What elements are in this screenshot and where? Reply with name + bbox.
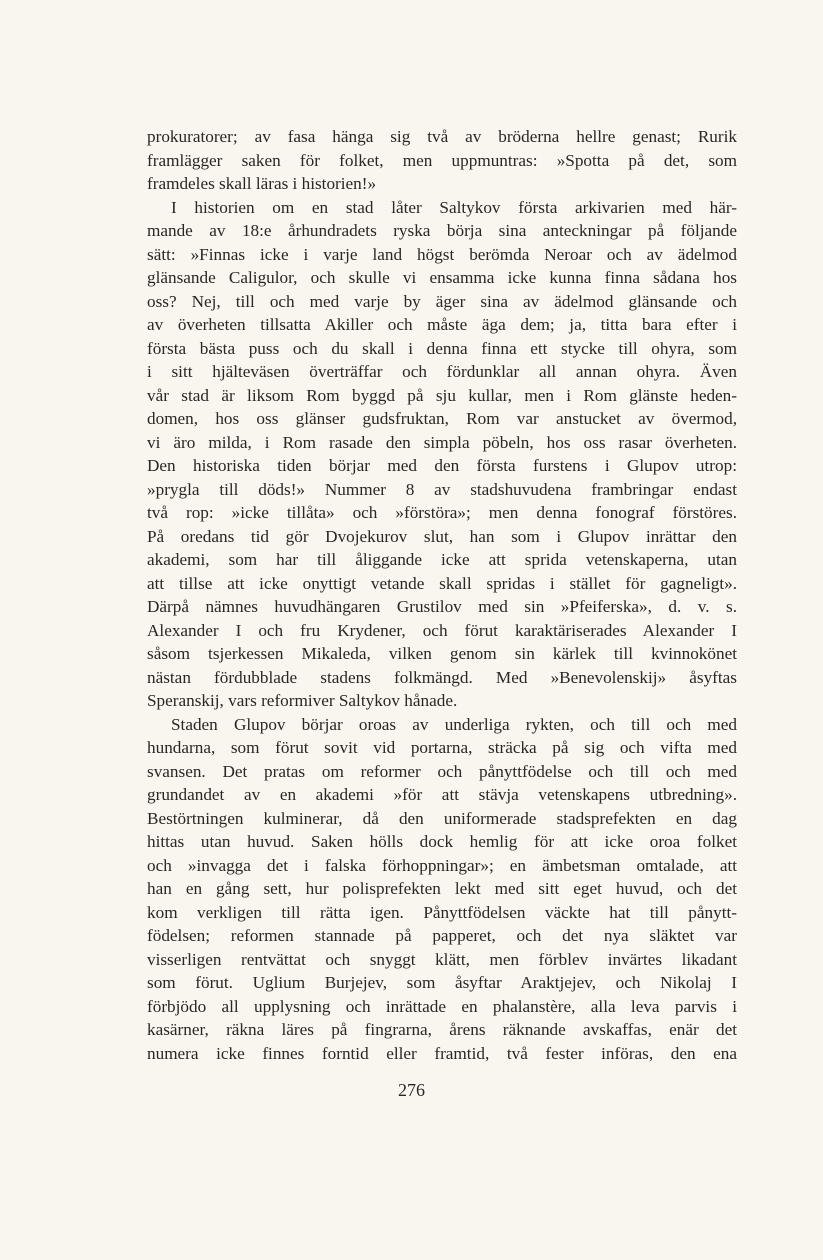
text-line: I historien om en stad låter Saltykov första arkivarien med här- bbox=[171, 197, 737, 217]
text-line: Alexander I och fru Krydener, och förut karaktäriserades Alexander I bbox=[147, 620, 737, 640]
text-line: mande av 18:e århundradets ryska börja sina anteckningar på följande bbox=[147, 221, 737, 240]
text-line: kasärner, räkna läres på fingrarna, årens räknande avskaffas, enär det bbox=[147, 1020, 737, 1039]
text-line: oss? Nej, till och med varje by äger sina av ädelmod glänsande och bbox=[147, 291, 737, 311]
text-line: Den historiska tiden börjar med den första furstens i Glupov utrop: bbox=[147, 456, 737, 475]
text-line: såsom tsjerkessen Mikaleda, vilken genom sin kärlek till kvinnokönet bbox=[147, 644, 737, 663]
text-line: grundandet av en akademi »för att stävja vetenskapens utbredning». bbox=[147, 785, 737, 804]
text-line: domen, hos oss glänser gudsfruktan, Rom var anstucket av övermod, bbox=[147, 409, 737, 428]
text-line: hundarna, som förut sovit vid portarna, sträcka på sig och vifta med bbox=[147, 738, 737, 757]
text-line: Därpå nämnes huvudhängaren Grustilov med sin »Pfeiferska», d. v. s. bbox=[147, 597, 737, 616]
text-line: förbjödo all upplysning och inrättade en phalanstère, alla leva parvis i bbox=[147, 996, 737, 1016]
text-line: födelsen; reformen stannade på papperet, och det nya släktet var bbox=[147, 926, 737, 945]
text-line: Bestörtningen kulminerar, då den uniformerade stadsprefekten en dag bbox=[147, 808, 737, 828]
page-number: 276 bbox=[398, 1080, 425, 1100]
text-line: han en gång sett, hur polisprefekten lekt med sitt eget huvud, och det bbox=[147, 879, 737, 898]
text-line: framlägger saken för folket, men uppmuntras: »Spotta på det, som bbox=[147, 150, 737, 170]
text-line: första bästa puss och du skall i denna finna ett stycke till ohyra, som bbox=[147, 338, 737, 358]
text-line: nästan fördubblade stadens folkmängd. Med »Benevolenskij» åsyftas bbox=[147, 667, 737, 687]
text-line: prokuratorer; av fasa hänga sig två av bröderna hellre genast; Rurik bbox=[147, 127, 737, 146]
text-line: Staden Glupov börjar oroas av underliga rykten, och till och med bbox=[171, 714, 737, 734]
text-line: av överheten tillsatta Akiller och måste äga dem; ja, titta bara efter i bbox=[147, 315, 737, 334]
text-line: glänsande Caligulor, och skulle vi ensamma icke kunna finna sådana hos bbox=[147, 268, 737, 287]
text-line: hittas utan huvud. Saken hölls dock hemlig för att icke oroa folket bbox=[147, 832, 737, 851]
text-line: vi äro milda, i Rom rasade den simpla pöbeln, hos oss rasar överheten. bbox=[147, 432, 737, 452]
text-line: På oredans tid gör Dvojekurov slut, han som i Glupov inrättar den bbox=[147, 526, 737, 546]
text-line: visserligen rentvättat och snyggt klätt, men förblev invärtes likadant bbox=[147, 949, 737, 969]
text-line: akademi, som har till åliggande icke att sprida vetenskaperna, utan bbox=[147, 550, 737, 569]
text-line: svansen. Det pratas om reformer och pånyttfödelse och till och med bbox=[147, 761, 737, 781]
text-line: i sitt hjälteväsen överträffar och fördunklar all annan ohyra. Även bbox=[147, 362, 737, 381]
text-line: att tillse att icke onyttigt vetande skall spridas i stället för gagneligt». bbox=[147, 573, 737, 593]
text-line: sätt: »Finnas icke i varje land högst berömda Neroar och av ädelmod bbox=[147, 244, 737, 264]
text-line: numera icke finnes forntid eller framtid, två fester införas, den ena bbox=[147, 1043, 737, 1063]
text-line: framdeles skall läras i historien!» bbox=[147, 174, 377, 193]
text-line: vår stad är liksom Rom byggd på sju kullar, men i Rom glänste heden- bbox=[147, 385, 737, 405]
body-text bbox=[147, 125, 737, 1065]
text-line: som förut. Uglium Burjejev, som åsyftar Araktjejev, och Nikolaj I bbox=[147, 973, 737, 992]
text-line: kom verkligen till rätta igen. Pånyttfödelsen väckte hat till pånytt- bbox=[147, 902, 737, 922]
text-line: och »invagga det i falska förhoppningar»; en ämbetsman omtalade, att bbox=[147, 855, 737, 875]
text-line: Speranskij, vars reformiver Saltykov hånade. bbox=[147, 691, 458, 710]
text-line: »prygla till döds!» Nummer 8 av stadshuvudena frambringar endast bbox=[147, 479, 737, 499]
text-line: två rop: »icke tillåta» och »förstöra»; men denna fonograf förstöres. bbox=[147, 503, 737, 522]
